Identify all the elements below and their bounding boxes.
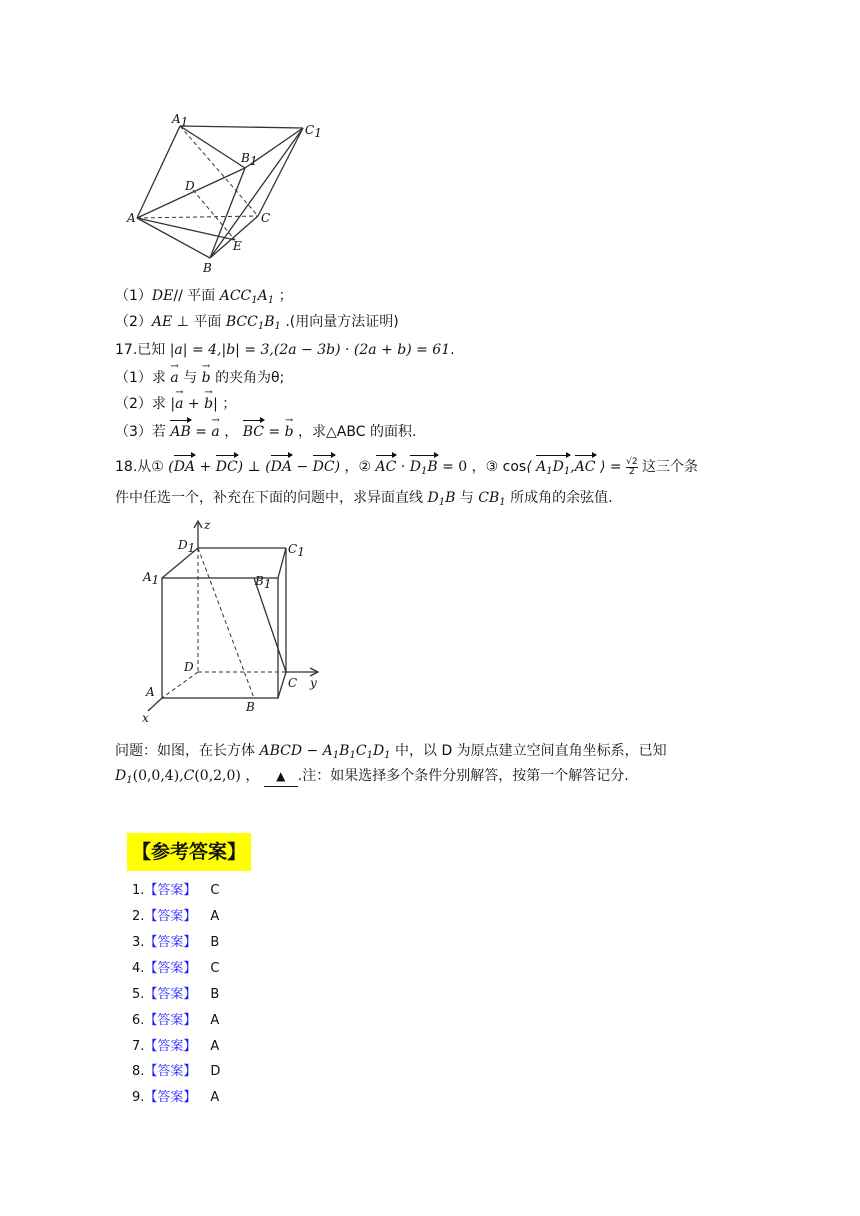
answer-item: 1.【答案】 C	[132, 883, 220, 898]
cuboid-svg	[138, 515, 333, 727]
fig1-label-C: C	[261, 211, 271, 225]
p16-part1: （1）DE// 平面 $ACC_1A_1$ ；	[115, 288, 293, 306]
answer-item: 4.【答案】 C	[132, 961, 220, 976]
answer-item: 8.【答案】 D	[132, 1064, 221, 1079]
fig2-label-A: A	[146, 685, 155, 699]
fig2-label-A1: A1	[143, 570, 160, 587]
p17-part2: （2）求 |→ a + → b| ；	[115, 394, 236, 414]
p17-stem: 17.已知 |a| = 4,|b| = 3,(2a − 3b) · (2a + b) = 61.	[115, 342, 455, 358]
answer-item: 9.【答案】 A	[132, 1090, 220, 1105]
p18-question: 问题：如图，在长方体 ABCD − $A_1B_1C_1D_1$ 中，以 D 为原点建立空间直角坐标系，已知	[115, 743, 667, 761]
answer-item: 7.【答案】 A	[132, 1039, 220, 1054]
p17-given: |a| = 4,|b| = 3,(2a − 3b) · (2a + b) = 61	[169, 342, 451, 358]
p16-part2: （2）AE ⊥ 平面 $BCC_1B_1$ .(用向量方法证明)	[115, 314, 399, 332]
p17-part3: （3）若 AB = → a ， BC = → b ，求△ABC 的面积.	[115, 420, 416, 442]
fig2-label-x: x	[142, 711, 149, 725]
answer-item: 6.【答案】 A	[132, 1013, 220, 1028]
fig2-label-y: y	[310, 676, 317, 690]
p18-coords: $D_1(0,0,4),C(0,2,0)$ ， ▲ .注：如果选择多个条件分别解答，按第一个解答记分.	[115, 768, 629, 786]
figure-cuboid	[138, 515, 333, 731]
p17-part1: （1）求 → a 与 → b 的夹角为θ;	[115, 368, 284, 388]
answers-title: 【参考答案】	[127, 833, 251, 871]
fig1-label-E: E	[233, 239, 242, 253]
fig2-label-z: z	[204, 518, 211, 532]
fig2-label-D1: D1	[178, 538, 196, 555]
prism-svg	[125, 108, 335, 276]
fig1-label-B1: B1	[241, 151, 258, 168]
answer-item: 3.【答案】 B	[132, 935, 220, 950]
p18-line2: 件中任选一个，补充在下面的问题中，求异面直线 $D_1B$ 与 $CB_1$ 所成角的余弦值.	[115, 490, 613, 508]
fig2-label-C1: C1	[288, 542, 305, 559]
p18-line1: 18.从① (DA + DC) ⊥ (DA − DC) ，② AC · $D_1B = 0$ ，③ cos⟨ $A_1D_1,AC$ ⟩ = $\frac{√2}{2}$ 这三个条	[115, 456, 698, 477]
fig1-label-C1: C1	[305, 123, 322, 140]
answer-blank: ▲	[264, 766, 298, 787]
fig1-label-D: D	[185, 179, 195, 193]
fig1-label-A1: A1	[172, 112, 189, 129]
fig2-label-D: D	[184, 660, 194, 674]
answer-item: 2.【答案】 A	[132, 909, 220, 924]
figure-prism	[125, 108, 335, 280]
fig1-label-A: A	[127, 211, 136, 225]
fig2-label-B1: B1	[255, 574, 272, 591]
fig2-label-C: C	[288, 676, 298, 690]
fig2-label-B: B	[246, 700, 255, 714]
answer-item: 5.【答案】 B	[132, 987, 220, 1002]
fig1-label-B: B	[203, 261, 212, 275]
